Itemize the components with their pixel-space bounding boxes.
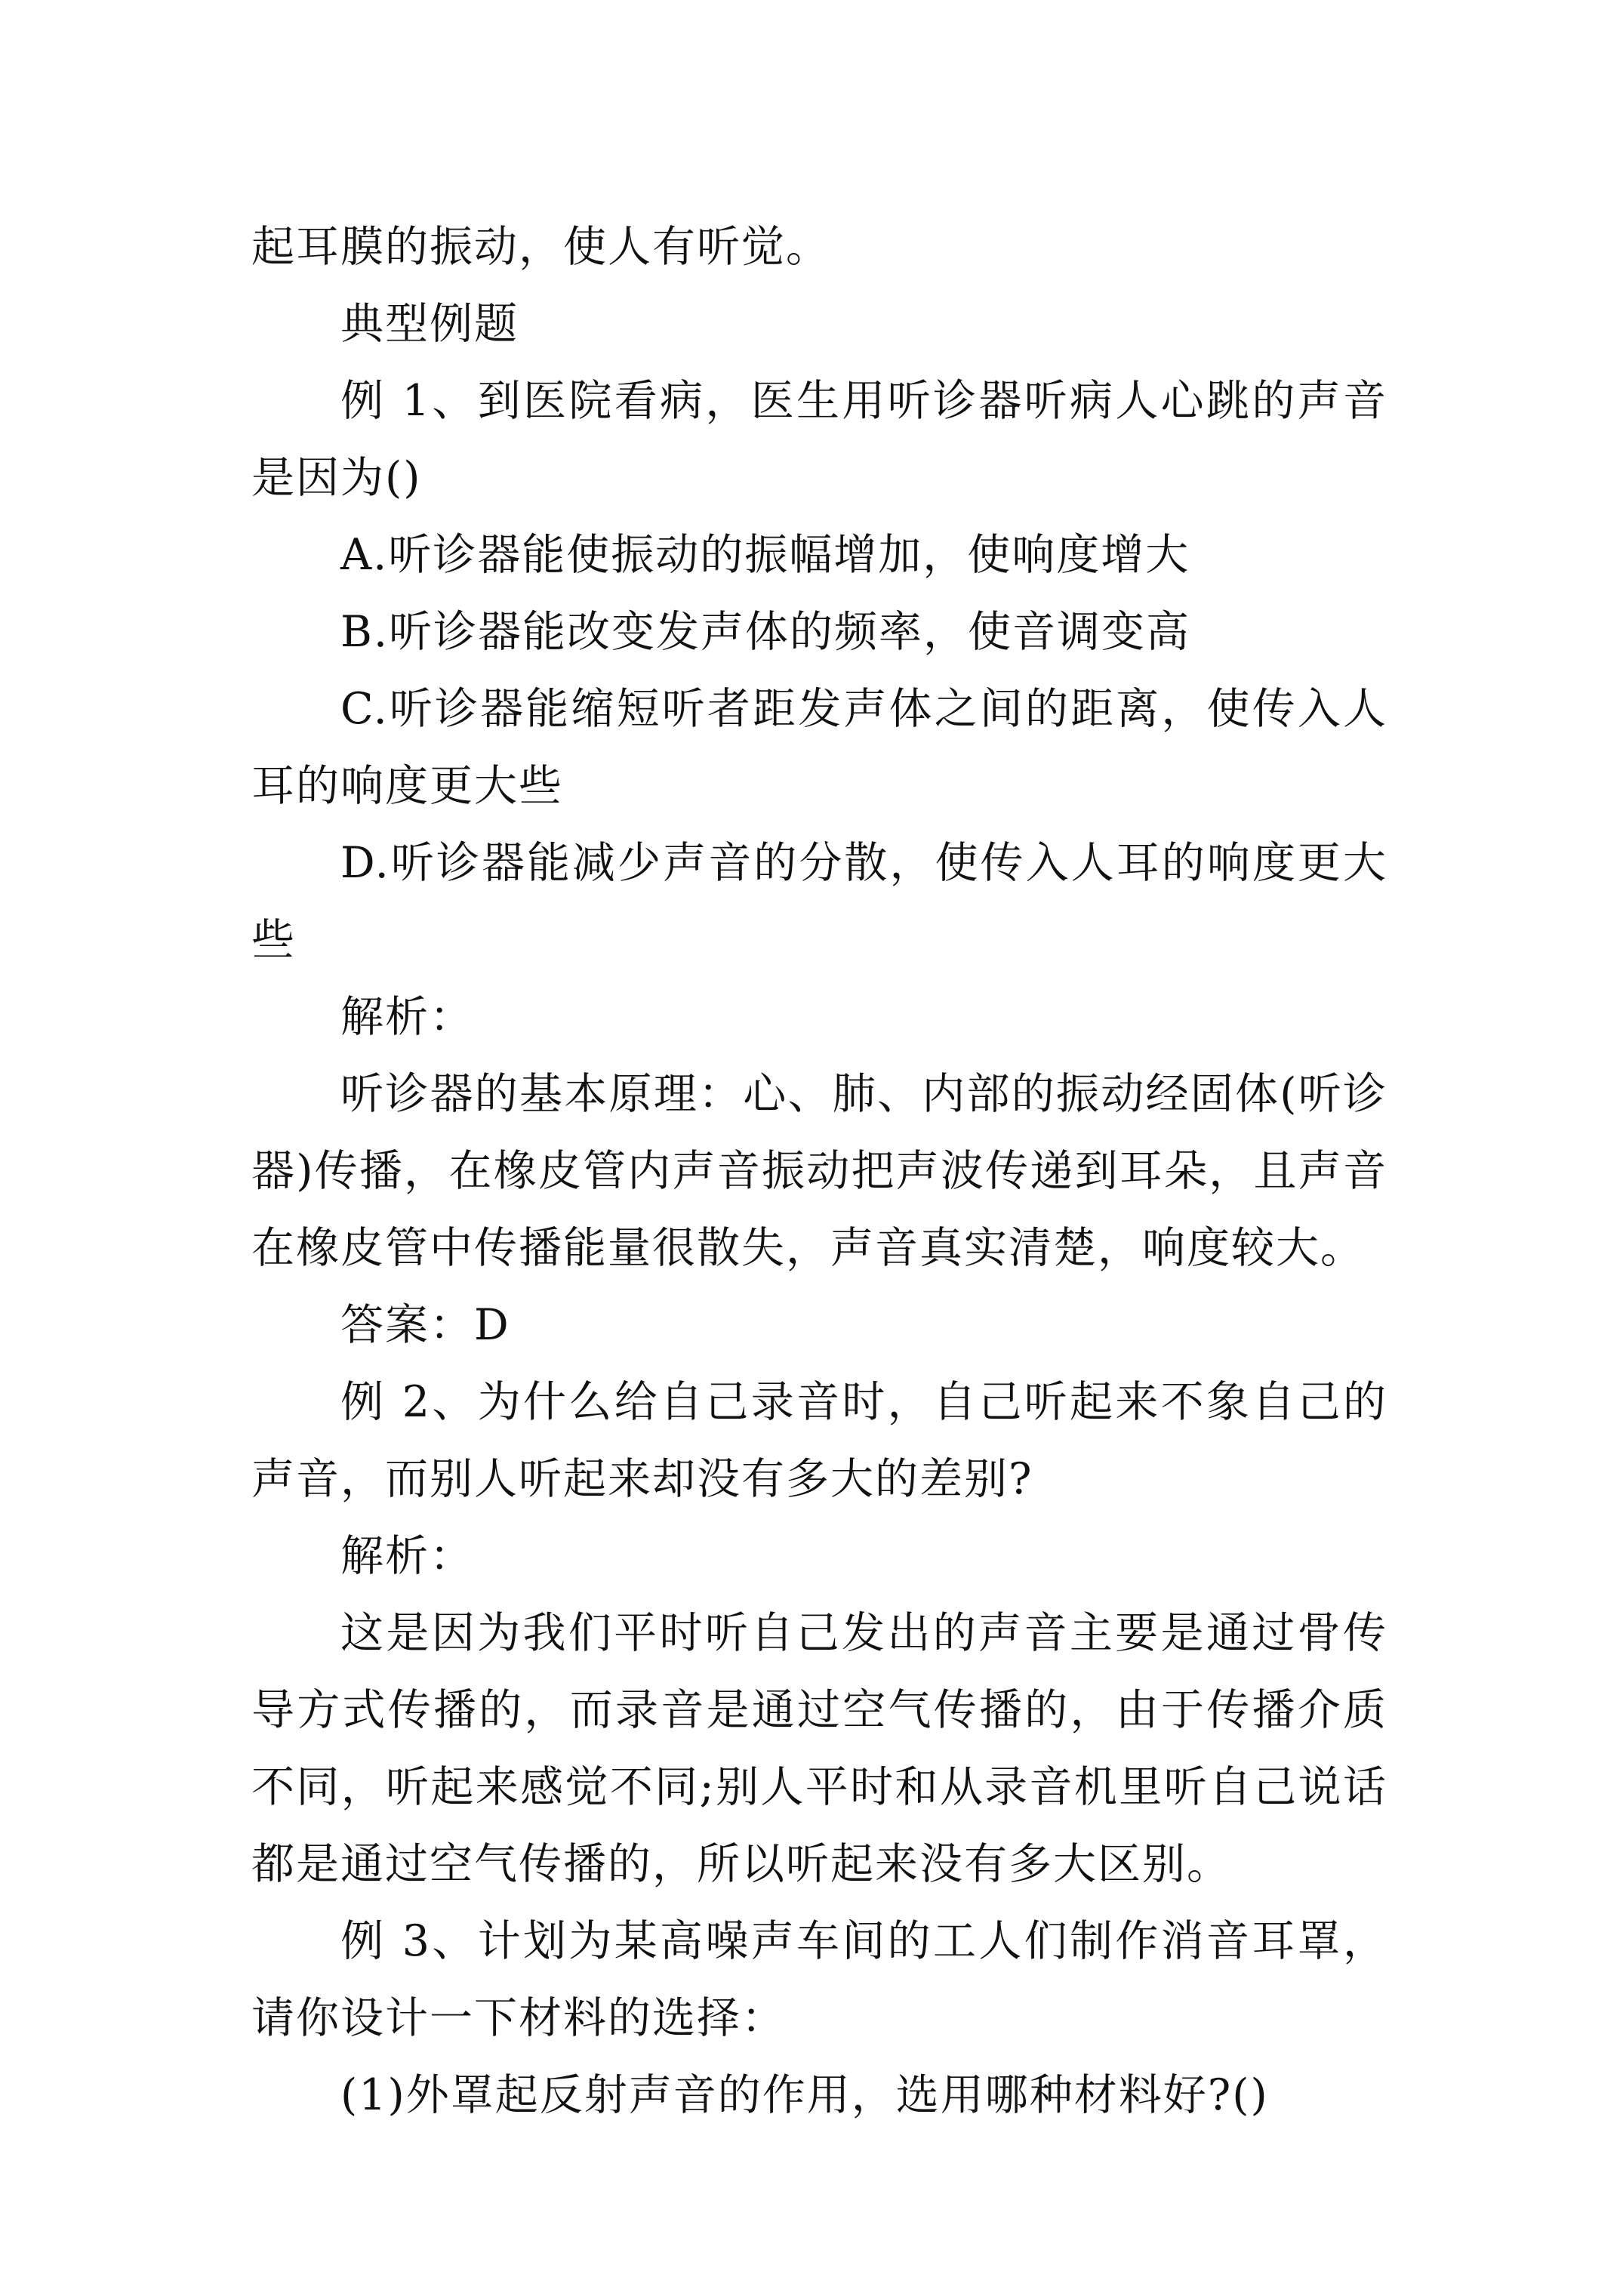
section-heading-typical-examples: 典型例题 bbox=[340, 299, 519, 349]
example-1-option-b: B.听诊器能改变发声体的频率，使音调变高 bbox=[340, 607, 1191, 657]
example-3-subquestion-1: (1)外罩起反射声音的作用，选用哪种材料好?() bbox=[340, 2070, 1269, 2120]
example-1-option-a: A.听诊器能使振动的振幅增加，使响度增大 bbox=[340, 530, 1190, 580]
example-2-analysis-label: 解析： bbox=[340, 1531, 474, 1581]
example-1-analysis-text: 听诊器的基本原理：心、肺、内部的振动经固体(听诊器)传播，在橡皮管内声音振动把声波传递到耳朵，且声音在橡皮管中传播能量很散失，声音真实清楚，响度较大。 bbox=[251, 1069, 1387, 1273]
document-body bbox=[251, 208, 1387, 2134]
example-1-question: 例 1、到医院看病，医生用听诊器听病人心跳的声音是因为() bbox=[251, 376, 1387, 503]
example-1-option-d: D.听诊器能减少声音的分散，使传入人耳的响度更大些 bbox=[251, 838, 1387, 965]
example-1-option-c: C.听诊器能缩短听者距发声体之间的距离，使传入人耳的响度更大些 bbox=[251, 684, 1387, 811]
example-1-analysis-label: 解析： bbox=[340, 992, 474, 1042]
example-3-question: 例 3、计划为某高噪声车间的工人们制作消音耳罩，请你设计一下材料的选择： bbox=[251, 1916, 1387, 2043]
paragraph-continuation: 起耳膜的振动，使人有听觉。 bbox=[251, 222, 830, 272]
example-1-answer: 答案：D bbox=[340, 1300, 510, 1350]
example-2-analysis-text: 这是因为我们平时听自己发出的声音主要是通过骨传导方式传播的，而录音是通过空气传播的，由于传播介质不同，听起来感觉不同;别人平时和从录音机里听自己说话都是通过空气传播的，所以听起来没有多大区别。 bbox=[251, 1608, 1387, 1889]
example-2-question: 例 2、为什么给自己录音时，自己听起来不象自己的声音，而别人听起来却没有多大的差别? bbox=[251, 1377, 1387, 1504]
